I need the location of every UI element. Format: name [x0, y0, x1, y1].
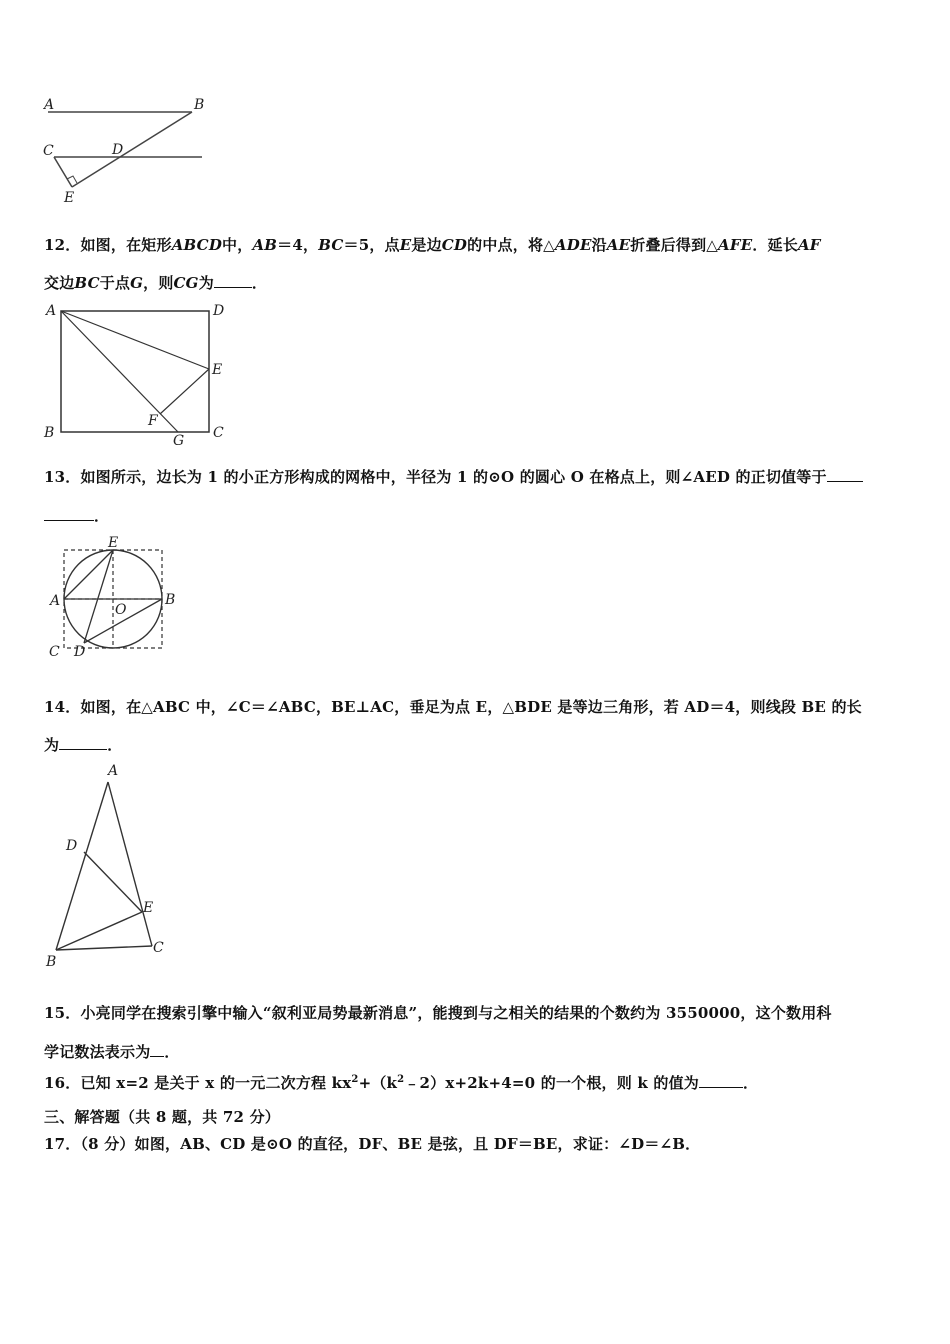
segment-bc: [56, 946, 152, 950]
q12-var: E: [399, 236, 412, 254]
q12-text: 沿: [591, 236, 607, 254]
q12-var: AE: [606, 236, 631, 254]
label-a: A: [108, 763, 119, 779]
q13-line2: [44, 505, 109, 526]
answer-blank[interactable]: [59, 748, 107, 750]
q15-line2: [44, 1041, 180, 1062]
label-d: D: [66, 838, 78, 854]
label-g: G: [173, 433, 185, 448]
segment-be: [56, 912, 142, 950]
q13-text: ．: [94, 507, 110, 525]
q12-line2: [44, 272, 267, 293]
q12-text: 交边: [44, 274, 75, 292]
figure-parallel-lines: [40, 92, 210, 207]
answer-blank[interactable]: [827, 480, 863, 482]
label-d: D: [112, 142, 124, 158]
answer-blank[interactable]: [214, 286, 252, 288]
q12-text: 于点: [99, 274, 131, 292]
segment-de: [84, 852, 142, 912]
q16-line: [44, 1072, 758, 1093]
q16-text: 16．已知 x=2 是关于 x 的一元二次方程 kx: [44, 1074, 352, 1092]
q15-text: 15．小亮同学在搜索引擎中输入“叙利亚局势最新消息”，能搜到与之相关的结果的个数约为 3550000，这个数用科: [44, 1004, 832, 1022]
label-o: O: [115, 602, 127, 618]
segment-ac: [108, 782, 152, 946]
q12-line1: [44, 234, 821, 255]
q16-text: +（k: [358, 1074, 398, 1092]
q14-line2: [44, 734, 122, 755]
label-a: A: [44, 97, 55, 113]
q15-line1: [44, 1002, 832, 1023]
q12-text: 为: [198, 274, 214, 292]
segment-ef: [160, 369, 209, 414]
label-c: C: [43, 143, 54, 159]
label-c: C: [213, 425, 224, 441]
rect-abcd: [61, 311, 209, 432]
figure-triangle: [40, 760, 180, 975]
q12-var: CD: [441, 236, 468, 254]
label-b: B: [165, 592, 176, 608]
q14-text: 14．如图，在△ABC 中，∠C＝∠ABC，BE⊥AC，垂足为点 E，△BDE 是等边三角形，若 AD＝4，则线段 BE 的长: [44, 698, 862, 716]
q14-line1: [44, 696, 862, 717]
segment-ab: [56, 782, 108, 950]
q12-var: G: [130, 274, 144, 292]
q12-var: AF: [797, 236, 821, 254]
q12-var: ABCD: [171, 236, 223, 254]
label-e: E: [108, 535, 119, 551]
q16-text: ．: [742, 1074, 759, 1092]
q12-var: BC: [318, 236, 344, 254]
answer-blank[interactable]: [150, 1055, 164, 1057]
label-c: C: [153, 940, 164, 956]
q12-number: 12．: [44, 236, 81, 254]
q12-var: BC: [74, 274, 100, 292]
label-b: B: [44, 425, 55, 441]
segment-be: [72, 112, 192, 187]
q14-text: ．: [107, 736, 123, 754]
q12-text: 如图，在矩形: [80, 236, 172, 254]
label-e: E: [212, 362, 223, 378]
q15-text: 学记数法表示为: [44, 1043, 151, 1061]
q16-superscript: 2: [351, 1074, 359, 1085]
q13-text: 13．如图所示，边长为 1 的小正方形构成的网格中，半径为 1 的⊙O 的圆心 O 在格点上，则∠AED 的正切值等于: [44, 468, 827, 486]
q12-var: ADE: [554, 236, 592, 254]
label-d: D: [74, 644, 86, 660]
q12-text: ．延长: [752, 236, 798, 254]
label-c: C: [49, 644, 60, 660]
q16-text: ﹣2）x+2k+4=0 的一个根，则 k 的值为: [404, 1074, 699, 1092]
segment-ae: [61, 311, 209, 369]
answer-blank[interactable]: [44, 519, 94, 521]
q12-var: CG: [173, 274, 199, 292]
q12-text: 是边: [411, 236, 442, 254]
q13-line1: [44, 466, 863, 487]
label-a: A: [50, 593, 61, 609]
figure-rectangle: [40, 298, 240, 448]
q14-text: 为: [44, 736, 60, 754]
q12-text: 的中点，将△: [467, 236, 555, 254]
q15-text: ．: [164, 1043, 180, 1061]
label-d: D: [213, 303, 225, 319]
label-b: B: [46, 954, 57, 970]
q12-text: ＝5，点: [343, 236, 400, 254]
section-3-title: 三、解答题（共 8 题，共 72 分）: [44, 1108, 281, 1126]
q12-text: ．: [251, 274, 268, 292]
label-f: F: [148, 413, 158, 429]
label-b: B: [194, 97, 205, 113]
q12-text: ＝4，: [277, 236, 319, 254]
label-e: E: [64, 190, 75, 206]
q12-var: AB: [252, 236, 278, 254]
q12-text: 中，: [222, 236, 253, 254]
q12-text: ，则: [143, 274, 174, 292]
q12-var: AFE: [718, 236, 753, 254]
q17-line: 17．（8 分）如图，AB、CD 是⊙O 的直径，DF、BE 是弦，且 DF＝BE，求证：∠D＝∠B．: [44, 1135, 701, 1153]
label-e: E: [143, 900, 154, 916]
q16-superscript: 2: [397, 1074, 405, 1085]
answer-blank[interactable]: [699, 1086, 743, 1088]
label-a: A: [46, 303, 57, 319]
figure-circle-grid: [44, 532, 194, 662]
q12-text: 折叠后得到△: [630, 236, 719, 254]
segment-ce: [54, 157, 72, 187]
